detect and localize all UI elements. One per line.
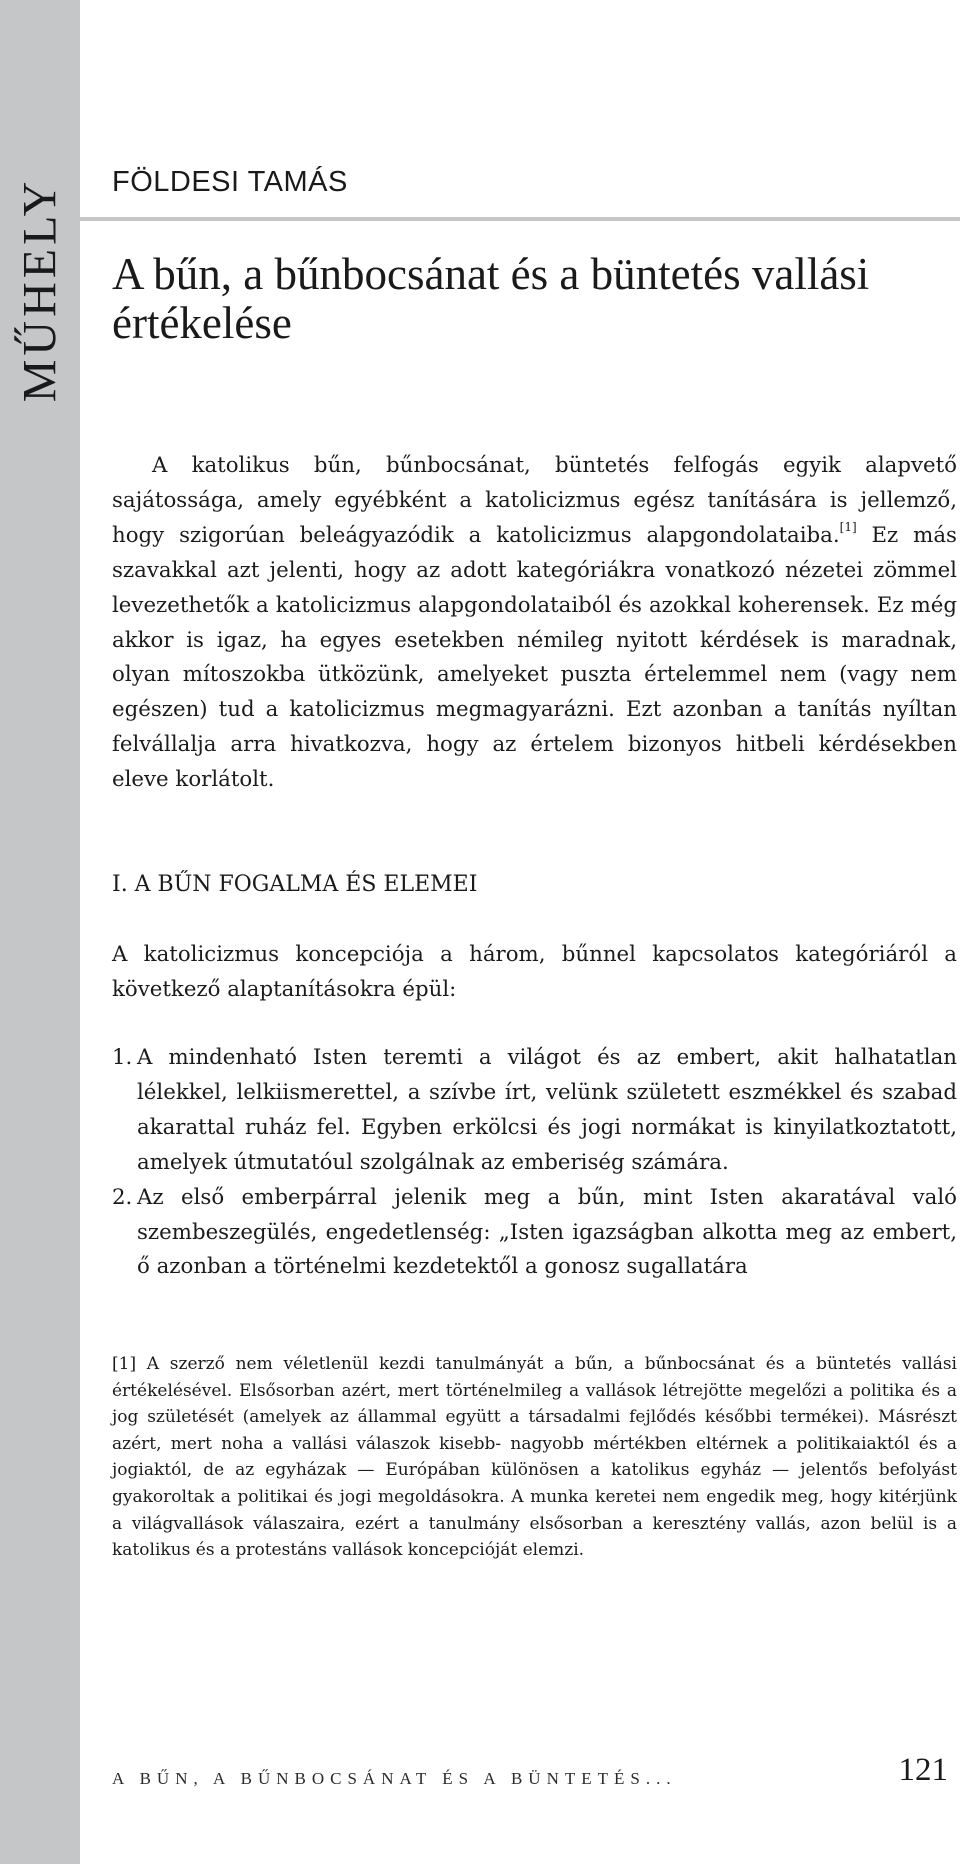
header-rule: [80, 217, 960, 221]
list-item-number: 2.: [112, 1184, 133, 1210]
numbered-list: [112, 1041, 957, 1285]
list-item: [112, 1041, 957, 1181]
intro-paragraph: [112, 449, 957, 798]
section-label: MŰHELY: [13, 177, 67, 403]
list-item: [112, 1181, 957, 1286]
list-item-text: Az első emberpárral jelenik meg a bűn, mint Isten akaratával való szembeszegülés, engedetlenség: „Isten igazságban alkotta meg az embert, ő azonban a történelmi kezdetektől a gonosz sugallatára: [137, 1184, 957, 1280]
footnote: [1] A szerző nem véletlenül kezdi tanulmányát a bűn, a bűnbocsánat és a büntetés vallási értékelésével. Elsősorban azért, mert történelmileg a vallások létrejötte megelőzi a politika és a jog születését (amelyek az állammal együtt a társadalmi fejlődés későbbi termékei). Másrészt azért, mert noha a vallási válaszok kisebb- nagyobb mértékben eltérnek a politikaiaktól és a jogiaktól, de az egyházak — Európában különösen a katolikus egyház — jelentős befolyást gyakoroltak a politikai és jogi megoldásokra. A munka keretei nem engedik meg, hogy kitérjünk a világvallások válaszaira, ezért a tanulmány elsősorban a keresztény vallás, azon belül is a katolikus és a protestáns vallások koncepcióját elemzi.: [112, 1354, 957, 1561]
section-sidebar: [0, 0, 80, 1864]
list-item-text: A mindenható Isten teremti a világot és az embert, akit halhatatlan lélekkel, lelkiismerettel, a szívbe írt, velünk született eszmékkel és szabad akarattal ruház fel. Egyben erkölcsi és jogi normákat is kinyilatkoztatott, amelyek útmutatóul szolgálnak az emberiség számára.: [137, 1045, 957, 1175]
intro-text-before-ref: A katolikus bűn, bűnbocsánat, büntetés felfogás egyik alapvető sajátossága, amely egyébként a katolicizmus egész tanítására is jellemző, hogy szigorúan beleágyazódik a katolicizmus alapgondolataiba.: [112, 453, 957, 548]
page-number: 121: [898, 1752, 948, 1788]
author-name: FÖLDESI TAMÁS: [112, 166, 348, 198]
intro-text-after-ref: Ez más szavakkal azt jelenti, hogy az adott kategóriákra vonatkozó nézetei zömmel levezethetők a katolicizmus alapgondolataiból és azokkal koherensek. Ez még akkor is igaz, ha egyes esetekben némileg nyitott kérdések is maradnak, olyan mítoszokba ütközünk, amelyeket puszta értelemmel nem (vagy nem egészen) tud a katolicizmus megmagyarázni. Ezt azonban a tanítás nyíltan felvállalja arra hivatkozva, hogy az értelem bizonyos hitbeli kérdésekben eleve korlátolt.: [112, 522, 957, 793]
section-lead-paragraph: A katolicizmus koncepciója a három, bűnnel kapcsolatos kategóriáról a következő alaptanításokra épül:: [112, 942, 957, 1002]
running-head: A BŰN, A BŰNBOCSÁNAT ÉS A BÜNTETÉS...: [112, 1769, 677, 1788]
footnote-reference[interactable]: [1]: [839, 519, 857, 534]
article-title: A bűn, a bűnbocsánat és a büntetés vallási értékelése: [112, 249, 870, 348]
list-item-number: 1.: [112, 1045, 133, 1070]
section-heading: I. A BŰN FOGALMA ÉS ELEMEI: [112, 872, 478, 897]
